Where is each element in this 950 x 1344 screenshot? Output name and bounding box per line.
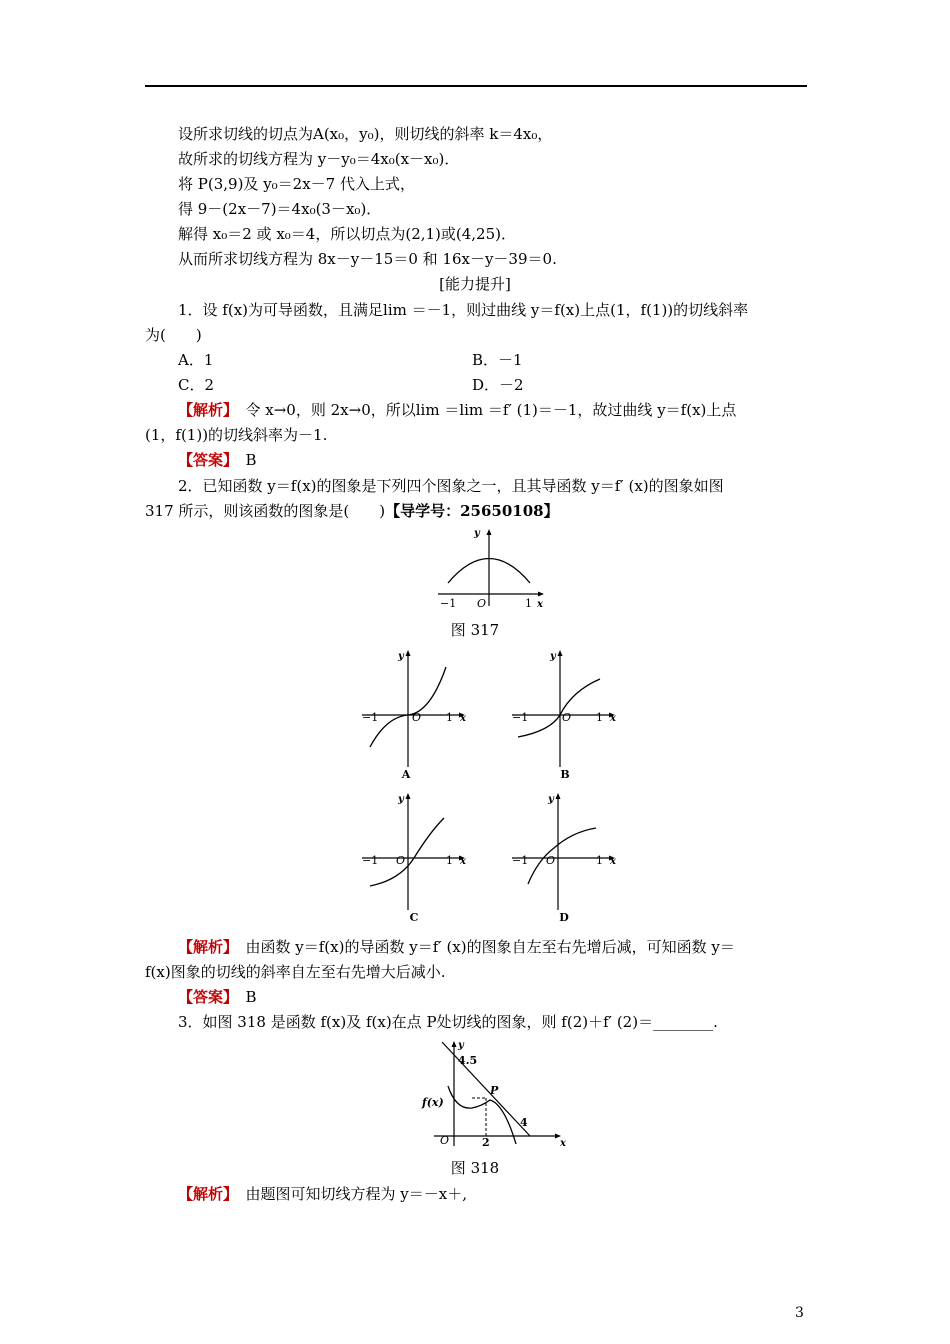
answer-label: 【答案】: [178, 451, 231, 469]
fig318-label-p: P: [490, 1084, 499, 1097]
q3-stem: 3．如图 318 是函数 f(x)及 f(x)在点 P处切线的图象，则 f(2)＋f′ (2)＝________.: [178, 1013, 718, 1031]
q2-analysis-text: 由函数 y＝f(x)的导函数 y＝f′ (x)的图象自左至右先增后减，可知函数 y＝: [230, 938, 735, 956]
prev-solution-line-4: 得 9－(2x－7)＝4x₀(3－x₀)．: [178, 200, 382, 218]
q2-stem-line-1: 2．已知函数 y＝f(x)的图象是下列四个图象之一，且其导函数 y＝f′ (x)的图象如图: [178, 477, 724, 495]
curve-d: [528, 828, 596, 884]
graph-c-origin: O: [396, 854, 406, 867]
graph-c: [360, 788, 470, 928]
tangent-line: [442, 1042, 530, 1136]
graph-b-origin: O: [562, 711, 572, 724]
q2-answer: [178, 987, 257, 1007]
q2-answer-value: B: [230, 988, 257, 1006]
graph-c-label: C: [409, 911, 419, 924]
prev-solution-line-3: 将 P(3,9)及 y₀＝2x－7 代入上式，: [178, 175, 415, 193]
y-axis-arrow: [487, 529, 492, 535]
q1-stem-line-1: 1．设 f(x)为可导函数，且满足lim ＝－1，则过曲线 y＝f(x)上点(1，f(1))的切线斜率: [178, 301, 749, 319]
q2-analysis-line-2: f(x)图象的切线的斜率自左至右先增大后减小.: [145, 963, 446, 981]
guide-number: 【导学号：25650108】: [385, 502, 559, 520]
y-axis-arrow: [556, 793, 561, 799]
graph-d-x-label: x: [610, 856, 616, 867]
graph-b-label: B: [560, 768, 570, 781]
prev-solution-line-6: 从而所求切线方程为 8x－y－15＝0 和 16x－y－39＝0.: [178, 250, 557, 268]
analysis-label: 【解析】: [178, 938, 231, 956]
figure-318-caption: 图 318: [450, 1159, 500, 1177]
analysis-label: 【解析】: [178, 1185, 231, 1203]
graph-c-x-label: x: [460, 856, 466, 867]
graph-d-tick-1: 1: [596, 854, 603, 867]
fig318-label-2: 2: [482, 1136, 490, 1148]
fig317-y-label: y: [474, 528, 480, 539]
y-axis-arrow: [406, 793, 411, 799]
q1-answer: [178, 450, 257, 470]
fig318-origin: O: [440, 1134, 450, 1147]
figure-317: [430, 526, 550, 608]
graph-c-tick-neg1: −1: [362, 854, 379, 867]
graph-a-tick-neg1: −1: [362, 711, 379, 724]
y-axis-arrow: [452, 1041, 457, 1047]
q1-stem-line-2: 为( ): [145, 326, 202, 344]
curve-b: [518, 679, 600, 737]
y-axis-arrow: [406, 650, 411, 656]
graph-d-origin: O: [546, 854, 556, 867]
graph-c-y-label: y: [398, 794, 404, 805]
q1-option-c: C．2: [178, 376, 215, 394]
graph-d-tick-neg1: −1: [512, 854, 529, 867]
graph-a-tick-1: 1: [446, 711, 453, 724]
header-rule: [145, 85, 807, 87]
prev-solution-line-1: 设所求切线的切点为A(x₀，y₀)，则切线的斜率 k＝4x₀，: [178, 125, 553, 143]
q2-stem-line-2: [145, 501, 559, 521]
q1-option-a: A．1: [178, 351, 214, 369]
fig317-origin: O: [477, 597, 487, 608]
q1-analysis-line-2: (1，f(1))的切线斜率为－1.: [145, 426, 328, 444]
q2-stem-text: 317 所示，则该函数的图象是( ): [145, 502, 386, 520]
fig317-tick-1: 1: [525, 597, 532, 608]
graph-b-y-label: y: [550, 651, 556, 662]
curve-c: [370, 818, 444, 886]
q3-analysis: [178, 1184, 467, 1204]
graph-b-tick-1: 1: [596, 711, 603, 724]
analysis-label: 【解析】: [178, 401, 231, 419]
prev-solution-line-2: 故所求的切线方程为 y－y₀＝4x₀(x－x₀)．: [178, 150, 460, 168]
graph-a-x-label: x: [460, 713, 466, 724]
fig318-label-4-5: 4.5: [458, 1054, 478, 1067]
graph-a-y-label: y: [398, 651, 404, 662]
graph-d-y-label: y: [548, 794, 554, 805]
x-axis-arrow: [538, 592, 544, 597]
graph-b-tick-neg1: −1: [512, 711, 529, 724]
fig318-label-fx: f(x): [422, 1096, 444, 1109]
graph-a: [360, 645, 470, 783]
figure-318: [420, 1036, 570, 1148]
prev-solution-line-5: 解得 x₀＝2 或 x₀＝4，所以切点为(2,1)或(4,25)．: [178, 225, 516, 243]
fig317-x-label: x: [537, 599, 543, 608]
graph-b-x-label: x: [610, 713, 616, 724]
graph-c-tick-1: 1: [446, 854, 453, 867]
fig318-x-label: x: [560, 1138, 566, 1148]
graph-a-origin: O: [412, 711, 422, 724]
figure-317-caption: 图 317: [450, 621, 500, 639]
q1-analysis: [178, 400, 736, 420]
q2-analysis: [178, 937, 735, 957]
section-title: [能力提升]: [439, 275, 511, 293]
page-number: 3: [795, 1305, 804, 1321]
q1-analysis-text: 令 x→0，则 2x→0，所以lim ＝lim ＝f′ (1)＝－1，故过曲线 y＝f(x)上点: [230, 401, 737, 419]
graph-d: [510, 788, 620, 928]
fig318-label-4: 4: [520, 1116, 528, 1129]
q3-analysis-text: 由题图可知切线方程为 y＝－x＋,: [230, 1185, 467, 1203]
graph-b: [510, 645, 620, 783]
graph-a-label: A: [401, 768, 411, 781]
y-axis-arrow: [558, 650, 563, 656]
q1-answer-value: B: [230, 451, 257, 469]
graph-d-label: D: [559, 911, 569, 924]
fig317-tick-neg1: −1: [440, 597, 457, 608]
q1-option-d: D．－2: [472, 376, 524, 394]
q1-option-b: B．－1: [472, 351, 523, 369]
answer-label: 【答案】: [178, 988, 231, 1006]
fig318-y-label: y: [458, 1040, 464, 1051]
